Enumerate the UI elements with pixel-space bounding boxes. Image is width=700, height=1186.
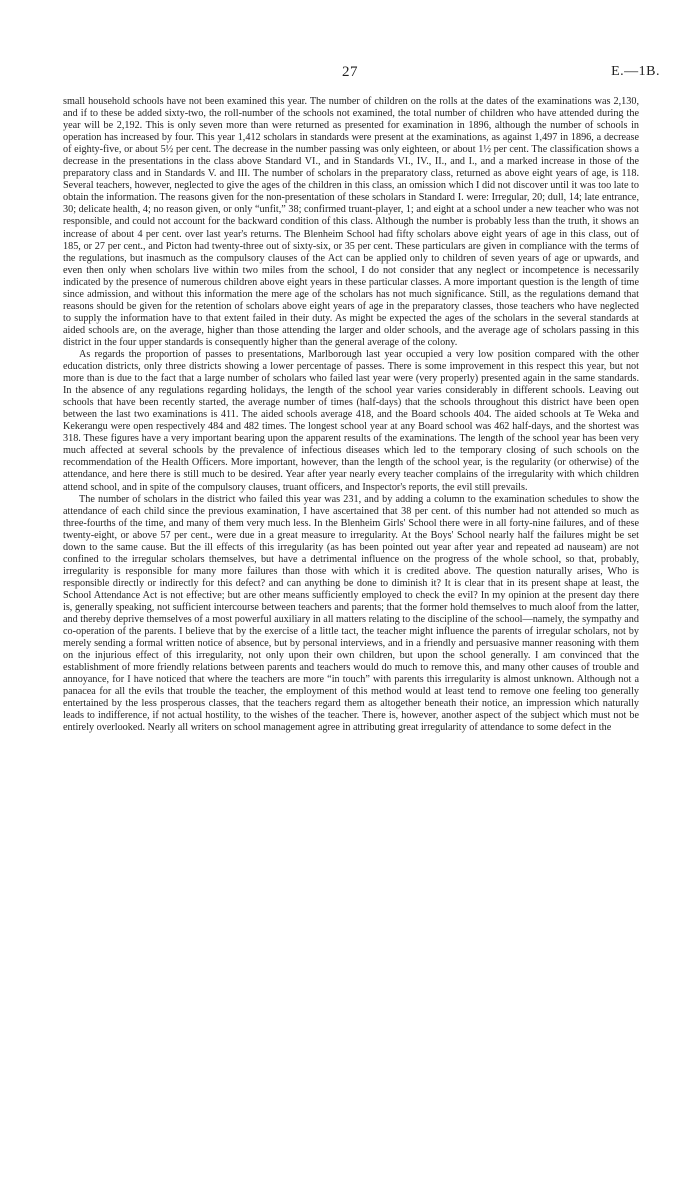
body-text	[63, 96, 639, 734]
paragraph-2: As regards the proportion of passes to presentations, Marlborough last year occupied a very low position compared with the other education districts, only three districts showing a lower percentage of passes. There is some improvement in this respect this year, but not more than is due to the fact that a large number of scholars who failed last year were (very properly) presented again in the same standards. In the absence of any regulations regarding holidays, the length of the school year varies considerably in different schools. Leaving out schools that have been recently started, the average number of times (half-days) that the schools throughout this district have been open between the last two examinations is 411. The aided schools average 418, and the Board schools 404. The aided schools at Te Weka and Kekerangu were open respectively 484 and 482 times. The longest school year at any Board school was 462 half-days, and the shortest was 318. These figures have a very important bearing upon the apparent results of the examinations. The length of the school year has been very much affected at several schools by the prevalence of infectious diseases which led to the temporary closing of such schools on the recommendation of the Health Officers. More important, however, than the length of the school year, is the regularity (or otherwise) of the attendance, and here there is still much to be desired. Year after year nearly every teacher complains of the irregularity with which children attend school, and in spite of the compulsory clauses, truant officers, and Inspector's reports, the evil still prevails.	[63, 348, 639, 493]
page-number: 27	[342, 64, 358, 80]
paragraph-1: small household schools have not been examined this year. The number of children on the rolls at the dates of the examinations was 2,130, and if to these be added sixty-two, the roll-number of the schools not examined, the total number of children who have attended during the year will be 2,192. This is only seven more than were returned as presented for examination in 1896, although the number of schools in operation has increased by four. This year 1,412 scholars in standards were present at the examinations, as against 1,497 in 1896, a decrease of eighty-five, or about 5½ per cent. The decrease in the number passing was only eighteen, or about 1½ per cent. The classification shows a decrease in the presentations in the class above Standard VI., and in Standards VI., IV., II., and I., and a marked increase in those of the preparatory class and in Standards V. and III. The number of scholars in the preparatory class, returned as above eight years of age, is 118. Several teachers, however, neglected to give the ages of the children in this class, an omission which I did not discover until it was too late to obtain the information. The reasons given for the non-presentation of these scholars in Standard I. were: Irregular, 20; dull, 14; late entrance, 30; delicate health, 4; no reason given, or only “unfit,” 38; confirmed truant-player, 1; and eight at a school under a new teacher who was not responsible, and could not account for the backward condition of this class. Although the number is probably less than the truth, it shows an increase of about 4 per cent. over last year's returns. The Blenheim School had fifty scholars above eight years of age in this class, out of 185, or 27 per cent., and Picton had twenty-three out of sixty-six, or 35 per cent. These particulars are given in compliance with the terms of the regulations, but inasmuch as the compulsory clauses of the Act can be applied only to children of seven years of age or upwards, and even then only when scholars live within two miles from the school, I do not consider that any neglect or incompetence is necessarily indicated by the presence of numerous children above eight years in these particular classes. A more important question is the length of time since admission, and without this information the mere age of the scholars has not much significance. Still, as the regulations demand that reasons should be given for the retention of scholars above eight years of age in the preparatory classes, those teachers who have neglected to supply the information have to that extent failed in their duty. As might be expected the ages of the scholars in the several standards at aided schools are, on the average, higher than those attending the larger and older schools, and the average age of scholars passing in this district in the four upper standards is consequently higher than the general average of the colony.	[63, 96, 639, 348]
paragraph-3: The number of scholars in the district who failed this year was 231, and by adding a column to the examination schedules to show the attendance of each child since the previous examination, I have ascertained that 38 per cent. of this number had not attended so much as three-fourths of the time, and many of them very much less. In the Blenheim Girls' School there were in all forty-nine failures, and of these twenty-eight, or above 57 per cent., were due in a great measure to irregularity. At the Boys' School nearly half the failures might be set down to the same cause. But the ill effects of this irregularity (as has been pointed out year after year and repeated ad nauseam) are not confined to the irregular scholars themselves, but have a detrimental influence on the progress of the whole school, so that, probably, irregularity is responsible for many more failures than those with which it is credited above. The question naturally arises, Who is responsible directly or indirectly for this defect? and can anything be done to diminish it? It is clear that in its present shape at least, the School Attendance Act is not effective; but are other means sufficiently employed to check the evil? In my opinion at the present day there is, generally speaking, not sufficient intercourse between teachers and parents; that the former hold themselves to much aloof from the latter, and thereby deprive themselves of a most powerful auxiliary in all matters relating to the discipline of the school—namely, the sympathy and co-operation of the parents. I believe that by the exercise of a little tact, the teacher might influence the parents of irregular scholars, not by merely sending a formal written notice of absence, but by personal interviews, and in a friendly and persuasive manner reasoning with them on the injurious effect of this irregularity, not only upon their own children, but upon the school generally. I am convinced that the establishment of more friendly relations between parents and teachers would do much to remove this, and many other causes of trouble and annoyance, for I have noticed that where the teachers are more “in touch” with parents this irregularity is almost unknown. Although not a panacea for all the evils that trouble the teacher, the employment of this method would at least tend to remove one feeling too generally entertained by the less prosperous classes, that the teachers regard them as altogether beneath their notice, an impression which naturally leads to indifference, if not actual hostility, to the wishes of the teacher. There is, however, another aspect of the subject which must not be entirely overlooked. Nearly all writers on school management agree in attributing great irregularity of attendance to some defect in the	[63, 493, 639, 734]
page-reference: E.—1B.	[611, 64, 660, 79]
